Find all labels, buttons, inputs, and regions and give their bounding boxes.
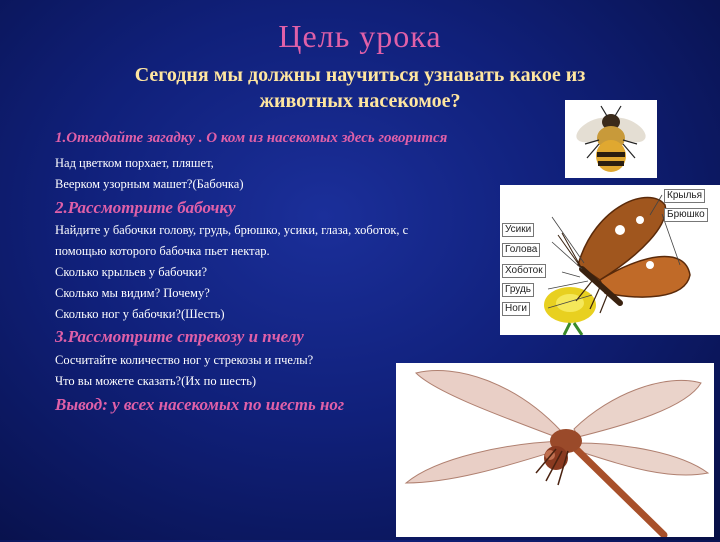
task-2-line: помощью которого бабочка пьет нектар. xyxy=(55,244,270,258)
label-proboscis: Хоботок xyxy=(502,264,546,278)
label-legs: Ноги xyxy=(502,302,530,316)
label-wings: Крылья xyxy=(664,189,705,203)
task-3-line: Что вы можете сказать?(Их по шесть) xyxy=(55,374,257,388)
slide-title: Цель урока xyxy=(278,18,442,54)
task-2-line: Сколько ног у бабочки?(Шесть) xyxy=(55,307,225,321)
task-1-line: Веерком узорным машет?(Бабочка) xyxy=(55,177,244,191)
bee-image xyxy=(565,100,657,178)
task-3-line: Сосчитайте количество ног у стрекозы и пчелы? xyxy=(55,353,314,367)
label-abdomen: Брюшко xyxy=(664,208,708,222)
label-antennae: Усики xyxy=(502,223,534,237)
task-2-line: Сколько мы видим? Почему? xyxy=(55,286,210,300)
task-3-heading: 3.Рассмотрите стрекозу и пчелу xyxy=(55,327,304,346)
dragonfly-image xyxy=(396,363,714,537)
slide-subtitle xyxy=(70,62,650,114)
label-head: Голова xyxy=(502,243,540,257)
label-thorax: Грудь xyxy=(502,283,534,297)
conclusion: Вывод: у всех насекомых по шесть ног xyxy=(55,395,345,414)
subtitle-line: Сегодня мы должны научиться узнавать какое из xyxy=(134,64,586,86)
task-2-line: Найдите у бабочки голову, грудь, брюшко, усики, глаза, хоботок, с xyxy=(55,223,409,237)
task-1-line: Над цветком порхает, пляшет, xyxy=(55,156,214,170)
subtitle-line: животных насекомое? xyxy=(259,90,461,112)
task-1-heading: 1.Отгадайте загадку . О ком из насекомых здесь говорится xyxy=(55,130,448,146)
task-2-line: Сколько крыльев у бабочки? xyxy=(55,265,208,279)
task-2-heading: 2.Рассмотрите бабочку xyxy=(55,198,236,217)
butterfly-diagram xyxy=(500,185,720,335)
